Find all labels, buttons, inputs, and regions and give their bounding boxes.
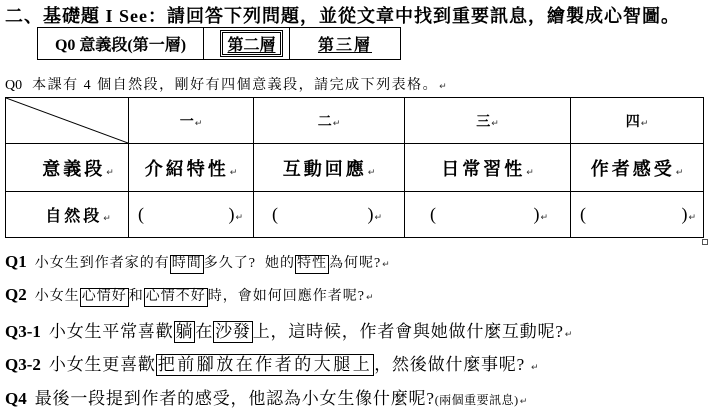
keyword-box-good-mood: 心情好 xyxy=(80,288,129,307)
layer-legend xyxy=(37,27,401,60)
paragraph-mark: ↵ xyxy=(439,82,447,92)
question-text: 為何呢? xyxy=(328,256,382,271)
column-header-2 xyxy=(254,98,405,144)
meaning-cell-4-text: 作者感受 xyxy=(590,158,675,179)
paren-close-wrap xyxy=(681,204,696,225)
paragraph-mark: ↵ xyxy=(675,167,684,178)
keyword-box-paws-on-lap: 把前腳放在作者的大腿上 xyxy=(156,354,375,376)
meaning-cell-4 xyxy=(571,144,704,192)
question-text: ，然後做什麼事呢? xyxy=(374,355,530,374)
paren-open: ( xyxy=(430,204,436,224)
question-text: 和 xyxy=(128,289,144,304)
paren-close-wrap xyxy=(367,204,382,225)
question-text: 在 xyxy=(195,322,214,341)
paragraph-mark: ↵ xyxy=(688,213,696,223)
question-text: 上，這時候，作者會與她做什麼互動呢? xyxy=(252,322,564,341)
keyword-box-sofa: 沙發 xyxy=(213,321,253,343)
paragraph-mark: ↵ xyxy=(103,214,111,224)
paragraph-table xyxy=(5,97,704,238)
question-2 xyxy=(5,285,707,311)
question-text: 最後一段提到作者的感受，他認為小女生像什麼呢? xyxy=(34,389,435,408)
question-number: Q1 xyxy=(5,252,27,271)
paragraph-mark: ↵ xyxy=(564,330,573,340)
meaning-cell-1-text: 介紹特性 xyxy=(144,158,229,179)
answer-blank-4[interactable] xyxy=(571,204,703,225)
q0-text: 本課有 4 個自然段，剛好有四個意義段，請完成下列表格。 xyxy=(32,78,439,93)
meaning-cell-2-text: 互動回應 xyxy=(282,158,367,179)
question-3-2 xyxy=(5,350,707,376)
paren-open: ( xyxy=(580,204,586,224)
keyword-box-trait: 特性 xyxy=(295,255,329,274)
paren-close: ) xyxy=(228,204,235,224)
layer-1-box xyxy=(37,28,204,59)
question-text: 時，會如何回應作者呢? xyxy=(207,289,365,304)
paren-close: ) xyxy=(367,204,374,224)
answer-blank-1[interactable] xyxy=(129,204,253,225)
answer-cell-1[interactable] xyxy=(129,192,254,238)
question-number: Q4 xyxy=(5,389,27,408)
question-number: Q3-1 xyxy=(5,322,41,341)
row-header-natural-label: 自然段 xyxy=(45,208,103,225)
q0-number: Q0 xyxy=(5,78,23,93)
layer-3-box xyxy=(290,28,401,59)
answer-cell-2[interactable] xyxy=(254,192,405,238)
column-header-3-label: 三 xyxy=(476,114,491,130)
row-header-meaning xyxy=(6,144,129,192)
column-header-2-label: 二 xyxy=(317,114,332,130)
paragraph-mark: ↵ xyxy=(531,363,539,373)
answer-blank-2[interactable] xyxy=(254,204,404,225)
answer-blank-3[interactable] xyxy=(405,204,570,225)
paragraph-mark: ↵ xyxy=(640,118,649,129)
question-note: (兩個重要訊息) xyxy=(434,393,519,407)
natural-paragraph-row xyxy=(6,192,704,238)
row-header-natural xyxy=(6,192,129,238)
paragraph-mark: ↵ xyxy=(365,293,374,303)
q0-instruction xyxy=(5,74,707,94)
paragraph-mark: ↵ xyxy=(540,213,548,223)
paragraph-mark: ↵ xyxy=(235,213,243,223)
layer-1-label: Q0 意義段(第一層) xyxy=(54,37,187,54)
meaning-cell-3 xyxy=(405,144,571,192)
question-text: 小女生更喜歡 xyxy=(48,355,156,374)
diagonal-corner-cell xyxy=(6,98,129,144)
meaning-cell-3-text: 日常習性 xyxy=(441,158,526,179)
table-header-row xyxy=(6,98,704,144)
column-header-1 xyxy=(129,98,254,144)
paren-close: ) xyxy=(681,204,688,224)
layer-2-label: 第二層 xyxy=(227,37,276,54)
question-text: 小女生到作者家的有 xyxy=(34,256,170,271)
meaning-paragraph-row xyxy=(6,144,704,192)
layer-2-box xyxy=(220,30,283,57)
layer-3-label: 第三層 xyxy=(317,37,372,54)
paragraph-mark: ↵ xyxy=(519,397,528,407)
section-title-text: 二、基礎題 I See：請回答下列問題，並從文章中找到重要訊息，繪製成心智圖。 xyxy=(5,6,680,26)
column-header-4 xyxy=(571,98,704,144)
section-title xyxy=(5,2,707,26)
diagonal-line xyxy=(6,98,128,143)
question-text: 多久了? 她的 xyxy=(203,256,295,271)
paren-close-wrap xyxy=(533,204,548,225)
question-3-1 xyxy=(5,317,707,343)
paragraph-mark: ↵ xyxy=(194,118,203,129)
question-number: Q2 xyxy=(5,285,27,304)
paren-open: ( xyxy=(138,204,144,224)
answer-cell-4[interactable] xyxy=(571,192,704,238)
question-1 xyxy=(5,252,707,278)
paragraph-mark: ↵ xyxy=(382,260,390,270)
paragraph-mark: ↵ xyxy=(367,167,376,178)
row-header-meaning-label: 意義段 xyxy=(42,158,106,179)
paragraph-mark: ↵ xyxy=(229,167,238,178)
column-header-3 xyxy=(405,98,571,144)
layer-2-cell xyxy=(204,28,290,59)
paragraph-mark: ↵ xyxy=(491,118,499,129)
paren-close-wrap xyxy=(228,204,243,225)
keyword-box-time: 時間 xyxy=(170,255,204,274)
paragraph-mark: ↵ xyxy=(526,167,534,178)
answer-cell-3[interactable] xyxy=(405,192,571,238)
paragraph-mark: ↵ xyxy=(106,167,114,178)
paragraph-mark: ↵ xyxy=(332,118,341,129)
meaning-cell-1 xyxy=(129,144,254,192)
paren-close: ) xyxy=(533,204,540,224)
keyword-box-bad-mood: 心情不好 xyxy=(144,288,208,307)
question-4 xyxy=(5,384,707,410)
paren-open: ( xyxy=(272,204,278,224)
question-number: Q3-2 xyxy=(5,355,41,374)
paragraph-mark: ↵ xyxy=(374,213,382,223)
table-end-marker xyxy=(702,239,708,245)
question-text: 小女生 xyxy=(34,289,80,304)
keyword-box-lie: 躺 xyxy=(174,321,196,343)
meaning-cell-2 xyxy=(254,144,405,192)
column-header-4-label: 四 xyxy=(625,114,640,130)
column-header-1-label: 一 xyxy=(179,114,194,130)
question-text: 小女生平常喜歡 xyxy=(48,322,174,341)
